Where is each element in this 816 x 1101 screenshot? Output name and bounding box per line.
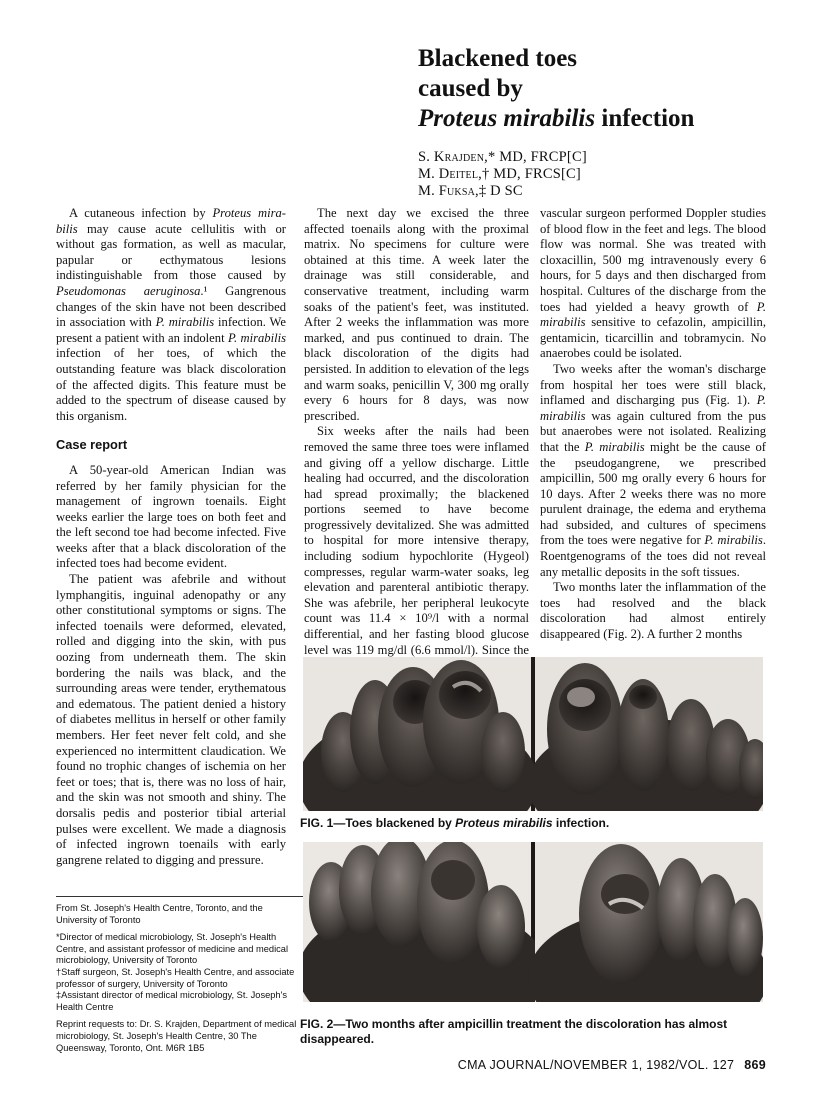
- author-1: [418, 149, 778, 166]
- title-infection: infection: [595, 105, 695, 132]
- case-paragraph-2: The patient was afebrile and without lymphangitis, inguinal adenopathy or any other constitutional symptoms or signs. The infected toenails were deformed, elevated, rolled and digging into the skin, with pus oozing from underneath them. The skin bordering the nails was black, and the surrounding areas were tender, erythematous and edematous. The patient denied a history of diabetes mellitus in herself or other family members. Her feet never felt cold, and she experienced no intermittent claudication. We found no trophic changes of ischemia on her feet or toes; that is, there was no loss of hair, and the skin was not smooth and shiny. The dorsalis pedis and posterior tibial arterial pulses were excellent. We made a diagnosis of infected ingrown toenails with early gangrene related to digging and pressure.: [56, 572, 286, 867]
- figure-2-text: Two months after ampicillin treatment the discoloration has almost disappeared.: [300, 1017, 728, 1046]
- title-line-3: [418, 104, 798, 134]
- case-paragraph-5: [540, 206, 766, 362]
- text-run: infection. We present a patient with an indolent: [56, 315, 286, 345]
- footnote-1: *Director of medical microbiology, St. Joseph's Health Centre, and assistant professor of medicine and medical microbiology, University of Toronto: [56, 932, 289, 966]
- italic-text-run: P. mirabilis: [227, 330, 286, 345]
- figure-1-organism: Proteus mirabilis: [455, 816, 553, 830]
- text-run: might be the cause of the pseudogangrene, we prescribed ampicillin, 500 mg orally every 6 hours for 10 days. After 2 weeks there was no more purulent drainage, the edema and erythema had subsided, and cultures of specimens from the toes were negative for: [540, 439, 766, 548]
- page-number: 869: [744, 1058, 766, 1072]
- text-column-3: [540, 206, 766, 643]
- text-run: sensitive to cefazolin, ampicillin, gentamicin, ticarcillin and tobramycin. No anaerobes could be isolated.: [540, 315, 766, 361]
- article-title: [418, 44, 798, 134]
- title-line-1: Blackened toes: [418, 45, 578, 72]
- italic-text-run: P. mirabilis: [540, 299, 766, 330]
- text-column-2: [304, 206, 529, 674]
- section-heading-case-report: Case report: [56, 437, 128, 453]
- author-name: S. Krajden,*: [418, 149, 496, 165]
- case-paragraph-1: A 50-year-old American Indian was referred by her family physician for the management of ingrown toenails. Eight weeks earlier the large toes on both feet and the left second toe had become infected. Five weeks after that a black discoloration of the infected toes had become evident.: [56, 462, 286, 571]
- text-run: .¹ Gangrenous changes of the skin have not been described in association with: [56, 283, 286, 330]
- figure-2-caption: [300, 1017, 768, 1047]
- author-list: [418, 149, 778, 200]
- text-column-1: [56, 206, 286, 868]
- toes-photo-2: [303, 842, 763, 1002]
- author-footnotes: [56, 932, 304, 1013]
- text-run: infection of her toes, of which the outstanding feature was black discoloration of the affected digits. This feature must be added to the spectrum of disease caused by this organism.: [56, 346, 286, 423]
- title-line-2: caused by: [418, 75, 523, 102]
- case-paragraph-6: [540, 362, 766, 580]
- case-paragraph-3: The next day we excised the three affected toenails along with the proximal matrix. No specimens for culture were obtained at this time. A week later the drainage was still considerable, and conservative treatment, including warm soaks of the patient's feet, was instituted. After 2 weeks the inflammation was more marked, and pus continued to drain. The black discoloration of the digits had persisted. In addition to elevation of the legs and warm soaks, penicillin V, 300 mg orally every 6 hours for 8 days, was now prescribed.: [304, 206, 529, 423]
- author-degrees: D SC: [486, 183, 523, 199]
- text-run: Two weeks after the woman's discharge from hospital her toes were still black, inflamed and discharging pus (Fig. 1).: [540, 361, 766, 408]
- case-paragraph-4: Six weeks after the nails had been removed the same three toes were inflamed and giving off a yellow discharge. Little healing had occurred, and the discoloration had spread proximally; the blackened portions seemed to have become progressively devitalized. She was admitted to hospital for more intensive therapy, including sodium hypochlorite (Hygeol) compresses, regular warm-water soaks, leg elevation and parenteral antibiotic therapy. She was afebrile, her peripheral leukocyte count was 11.4 × 10⁹/l with a normal differential, and her fasting blood glucose level was 119 mg/dl (6.6 mmol/l). Since the: [304, 424, 529, 657]
- journal-citation: CMA JOURNAL/NOVEMBER 1, 1982/VOL. 127: [457, 1058, 735, 1072]
- text-run: A cutaneous infection by: [69, 206, 213, 220]
- italic-text-run: Proteus mira-bilis: [56, 206, 286, 236]
- case-paragraph-7: Two months later the inflammation of the toes had resolved and the black discoloration had almost entirely disappeared (Fig. 2). A further 2 months: [540, 580, 766, 642]
- title-organism: Proteus mirabilis: [418, 105, 596, 132]
- italic-text-run: P. mirabilis: [155, 315, 215, 330]
- footnotes: [56, 896, 304, 1060]
- author-degrees: MD, FRCP[C]: [495, 149, 587, 165]
- footnote-3: ‡Assistant director of medical microbiology, St. Joseph's Health Centre: [56, 990, 288, 1012]
- figure-1-label: FIG. 1—: [300, 816, 346, 830]
- author-name: M. Fuksa,‡: [418, 183, 487, 199]
- text-run: was again cultured from the pus but anaerobes were not isolated. Realizing that the: [540, 408, 766, 454]
- author-degrees: MD, FRCS[C]: [489, 166, 581, 182]
- figure-1-text: Toes blackened by: [345, 816, 456, 830]
- reprint-request-note: Reprint requests to: Dr. S. Krajden, Department of medical microbiology, St. Joseph's Health Centre, 30 The Queensway, Toronto, Ont. M6R 1B5: [56, 1019, 297, 1053]
- author-name: M. Deitel,†: [418, 166, 490, 182]
- page-footer: [458, 1058, 766, 1072]
- figure-2-photo: [303, 842, 763, 1002]
- affiliation-note: From St. Joseph's Health Centre, Toronto, and the University of Toronto: [56, 903, 263, 925]
- figure-2-label: FIG. 2—: [300, 1017, 346, 1031]
- intro-paragraph: [56, 206, 286, 424]
- italic-text-run: Pseudomonas aeruginosa: [56, 283, 201, 298]
- author-2: [418, 166, 778, 183]
- toes-photo-1: [303, 657, 763, 811]
- italic-text-run: P. mirabilis: [540, 393, 766, 423]
- author-3: [418, 183, 778, 200]
- figure-1-caption: [300, 816, 768, 831]
- text-run: may cause acute cellulitis with or without gas formation, as well as macular, papular or ecthymatous lesions indistinguishable from those caused by: [56, 221, 286, 283]
- figure-1-text-end: infection.: [552, 816, 610, 830]
- text-run: . Roentgenograms of the toes did not reveal any metallic deposits in the soft tissues.: [540, 533, 766, 579]
- italic-text-run: P. mirabilis: [704, 533, 763, 548]
- footnote-2: †Staff surgeon, St. Joseph's Health Centre, and associate professor of surgery, University of Toronto: [56, 966, 295, 989]
- italic-text-run: P. mirabilis: [584, 439, 645, 454]
- figure-1-photo: [303, 657, 763, 811]
- text-run: vascular surgeon performed Doppler studies of blood flow in the feet and legs. The blood flow was normal. She was treated with cloxacillin, 500 mg intravenously every 6 hours, for 5 days and then discharged from hospital. Cultures of the discharge from the toes had yielded a heavy growth of: [540, 206, 766, 314]
